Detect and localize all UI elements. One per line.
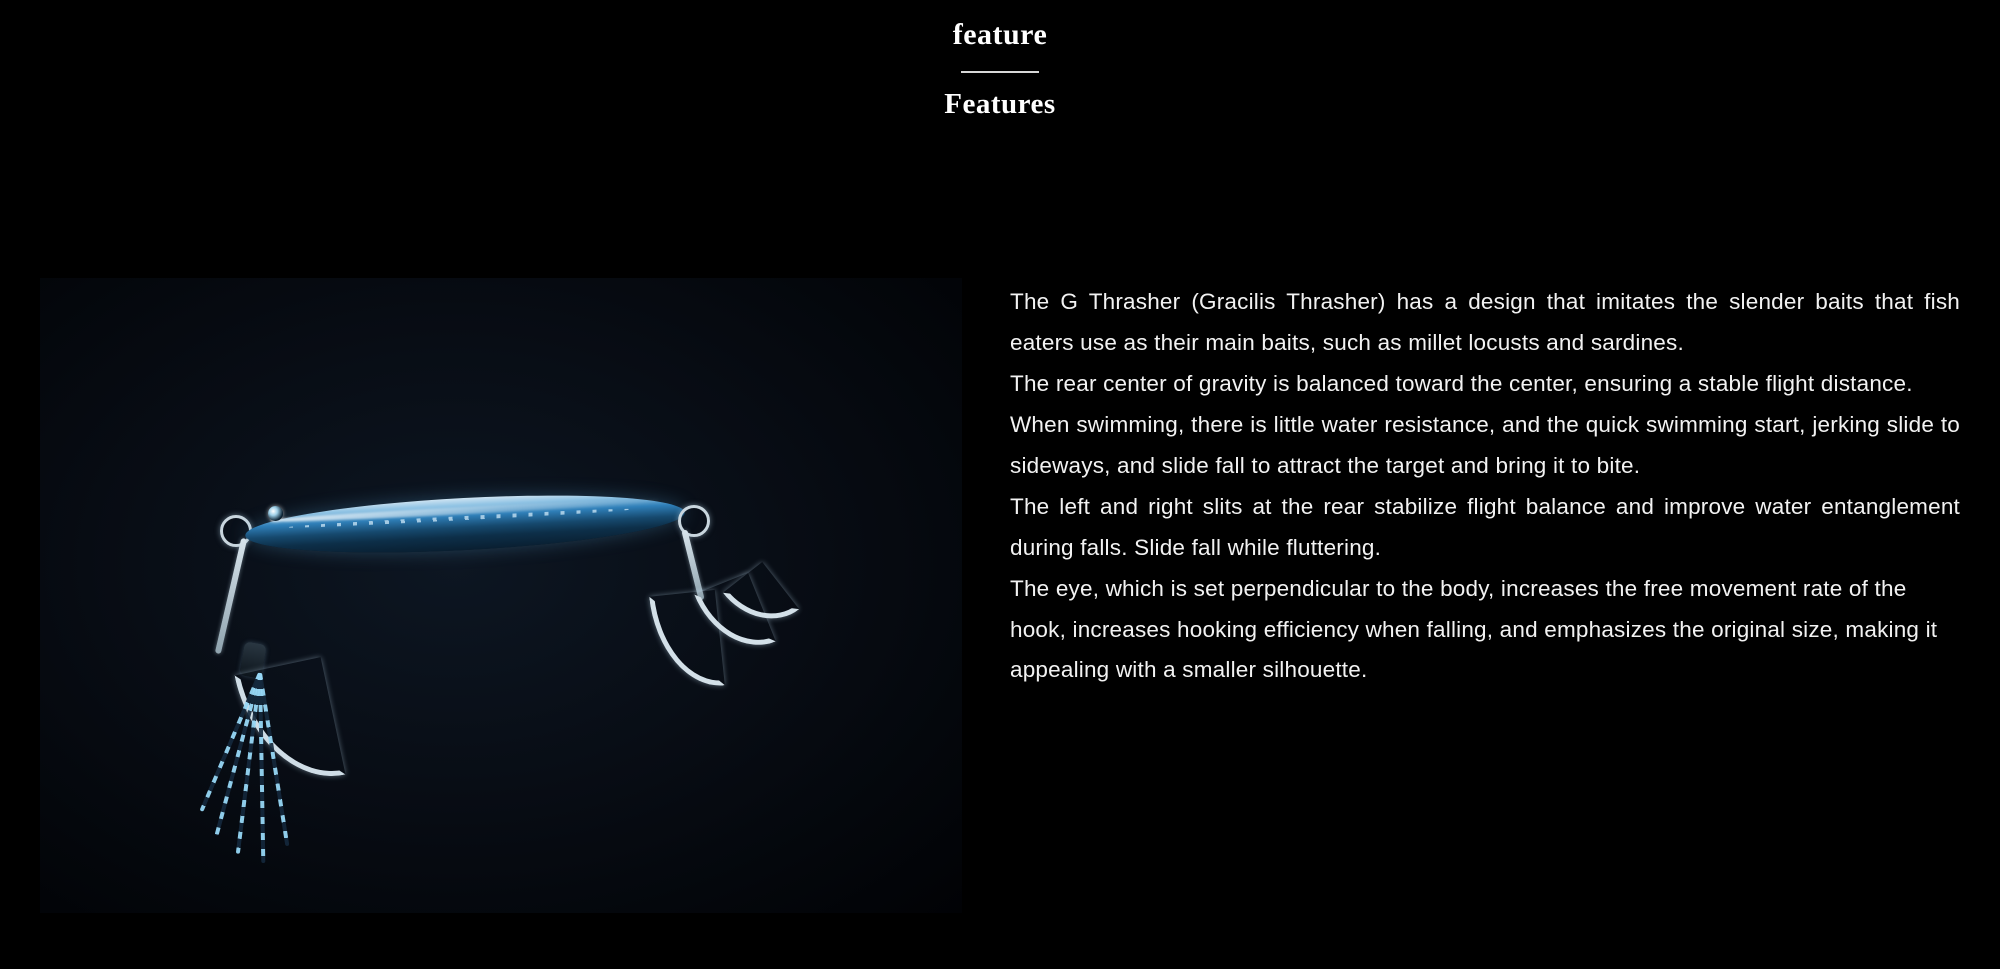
page-header (0, 18, 2000, 121)
header-divider (961, 71, 1039, 73)
header-inner (944, 18, 1055, 121)
feature-content (0, 278, 2000, 938)
product-photo (40, 278, 962, 913)
feature-paragraph: The G Thrasher (Gracilis Thrasher) has a design that imitates the slender baits that fish eaters use as their main baits, such as millet locusts and sardines. (1010, 289, 1960, 355)
feature-paragraph: The rear center of gravity is balanced toward the center, ensuring a stable flight distance. (1010, 370, 1913, 396)
assist-cord (215, 538, 247, 654)
tinsel-skirt (248, 673, 368, 873)
page-title: Features (944, 88, 1056, 120)
lure-eye-icon (268, 506, 283, 521)
treble-hook-shank (681, 529, 704, 600)
lure-body (244, 487, 686, 562)
feature-paragraph: The eye, which is set perpendicular to the body, increases the free movement rate of the hook, increases hooking efficiency when falling, and emphasizes the original size, making it appealing with a smaller silhouette. (1010, 575, 1938, 683)
feature-paragraph: The left and right slits at the rear stabilize flight balance and improve water entanglement during falls. Slide fall while fluttering. (1010, 493, 1960, 560)
feature-paragraph: When swimming, there is little water resistance, and the quick swimming start, jerking slide to sideways, and slide fall to attract the target and bring it to bite. (1010, 411, 1960, 478)
lure-illustration (150, 443, 880, 863)
feature-text-column (1010, 282, 1960, 691)
page-kicker: feature (952, 18, 1048, 51)
